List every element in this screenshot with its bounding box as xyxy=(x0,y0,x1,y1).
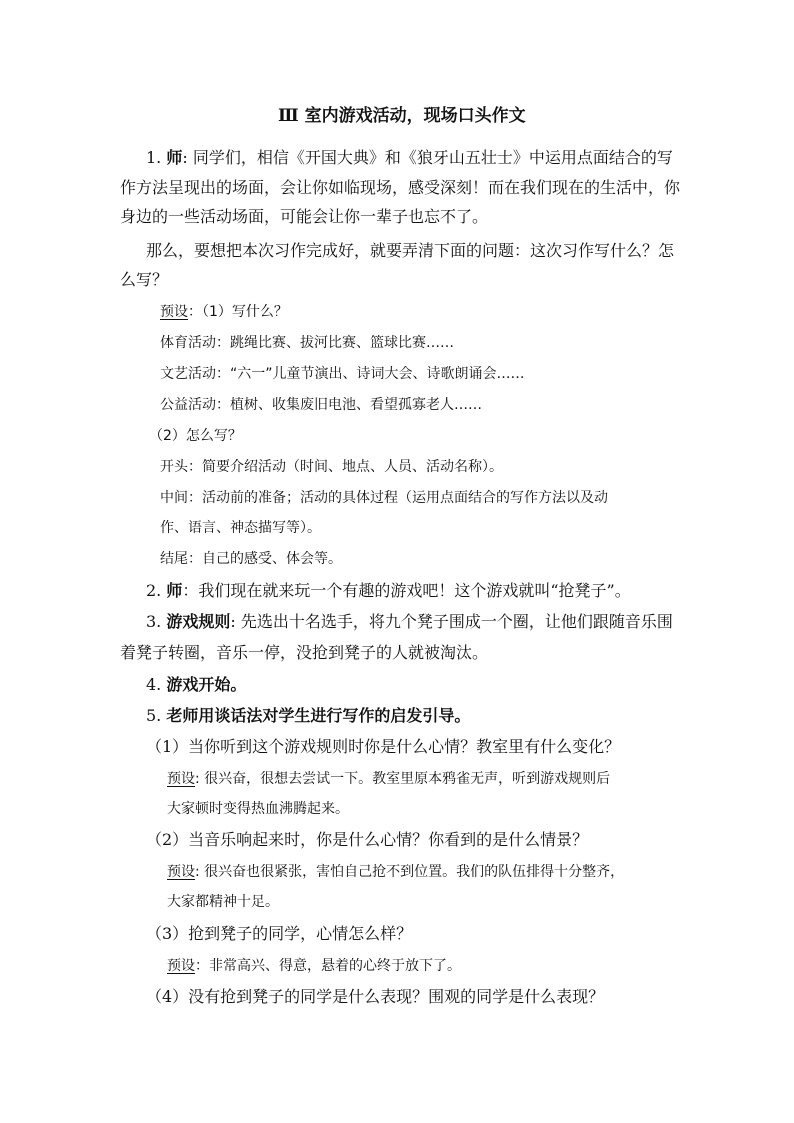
answer-1-line-1 xyxy=(167,769,610,789)
step-5-number: 5. xyxy=(146,706,162,725)
question-3: （3）抢到凳子的同学，心情怎么样？ xyxy=(146,924,413,943)
answer-2-label: 预设 xyxy=(167,864,195,880)
preset-middle-2: 作、语言、神态描写等）。 xyxy=(160,520,321,536)
preset-label: 预设 xyxy=(160,304,188,320)
answer-3-text-1: ：非常高兴、得意，悬着的心终于放下了。 xyxy=(195,958,461,974)
step-4-number: 4. xyxy=(146,675,162,694)
preset-public: 公益活动：植树、收集废旧电池、看望孤寡老人…… xyxy=(160,397,482,413)
step-3-lead: 游戏规则 xyxy=(166,612,231,631)
step-1-lead: 师 xyxy=(166,148,183,167)
preset-q2: （2）怎么写？ xyxy=(149,428,242,444)
step-4-text: 游戏开始。 xyxy=(166,675,247,694)
step-5-text: 老师用谈话法对学生进行写作的启发引导。 xyxy=(166,706,471,725)
step-3-line-2: 着凳子转圈，音乐一停，没抢到凳子的人就被淘汰。 xyxy=(120,643,489,662)
step-1-line-2: 作方法呈现出的场面，会让你如临现场，感受深刻！而在我们现在的生活中，你 xyxy=(120,178,681,197)
answer-3-label: 预设 xyxy=(167,958,195,974)
step-1-line-3: 身边的一些活动场面，可能会让你一辈子也忘不了。 xyxy=(120,207,489,226)
step-2-number: 2. xyxy=(146,581,162,600)
step-5 xyxy=(146,706,470,726)
preset-opening: 开头：简要介绍活动（时间、地点、人员、活动名称）。 xyxy=(160,459,503,475)
answer-2-line-2: 大家都精神十足。 xyxy=(167,894,279,910)
para-2-line-2: 么写？ xyxy=(120,270,169,289)
preset-arts: 文艺活动：“六一”儿童节演出、诗词大会、诗歌朗诵会…… xyxy=(160,366,525,382)
preset-ending: 结尾：自己的感受、体会等。 xyxy=(160,551,342,567)
para-2-line-1: 那么，要想把本次习作完成好，就要弄清下面的问题：这次习作写什么？怎 xyxy=(146,241,675,260)
step-3-number: 3. xyxy=(146,612,162,631)
answer-3-line-1 xyxy=(167,956,461,976)
answer-1-line-2: 大家顿时变得热血沸腾起来。 xyxy=(167,801,349,817)
question-4: （4）没有抢到凳子的同学是什么表现？围观的同学是什么表现？ xyxy=(146,987,605,1006)
section-title: Ⅲ 室内游戏活动，现场口头作文 xyxy=(278,106,526,126)
step-1-number: 1. xyxy=(146,148,162,167)
step-1-text-1: : 同学们，相信《开国大典》和《狼牙山五壮士》中运用点面结合的写 xyxy=(182,148,673,167)
preset-q1-text: ：（1）写什么？ xyxy=(188,304,288,320)
question-2: （2）当音乐响起来时，你是什么心情？你看到的是什么情景？ xyxy=(146,830,589,849)
question-1: （1）当你听到这个游戏规则时你是什么心情？教室里有什么变化？ xyxy=(146,737,621,756)
step-2-lead: 师 xyxy=(166,581,183,600)
step-3-line-1 xyxy=(146,612,673,632)
step-1-line-1 xyxy=(146,148,673,168)
answer-2-line-1 xyxy=(167,862,624,882)
preset-q1 xyxy=(160,302,288,322)
preset-middle-1: 中间：活动前的准备；活动的具体过程（运用点面结合的写作方法以及动 xyxy=(160,490,608,506)
step-4 xyxy=(146,675,246,695)
preset-sports: 体育活动：跳绳比赛、拔河比赛、篮球比赛…… xyxy=(160,335,454,351)
answer-1-text-1: : 很兴奋，很想去尝试一下。教室里原本鸦雀无声，听到游戏规则后 xyxy=(195,771,611,787)
step-2 xyxy=(146,581,631,601)
step-2-text: ：我们现在就来玩一个有趣的游戏吧！这个游戏就叫“抢凳子”。 xyxy=(182,581,631,600)
step-3-text-1: : 先选出十名选手，将九个凳子围成一个圈，让他们跟随音乐围 xyxy=(230,612,673,631)
answer-1-label: 预设 xyxy=(167,771,195,787)
answer-2-text-1: : 很兴奋也很紧张，害怕自己抢不到位置。我们的队伍排得十分整齐， xyxy=(195,864,625,880)
